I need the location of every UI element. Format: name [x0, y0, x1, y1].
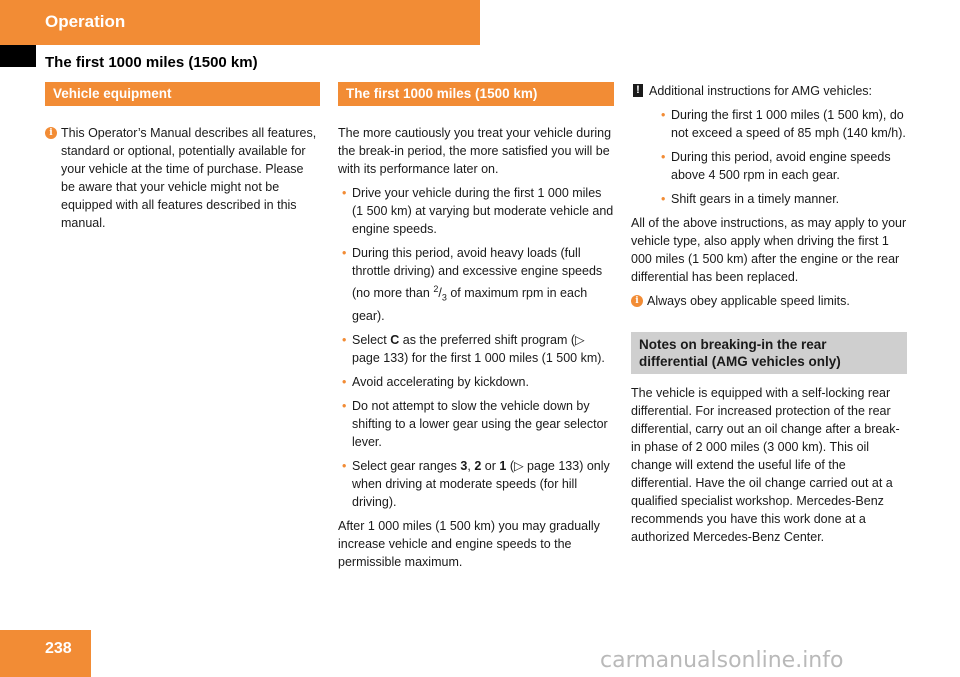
fraction-denominator: 3: [441, 292, 447, 303]
list-item: [657, 106, 907, 142]
gear-range-1: 1: [499, 458, 507, 473]
watermark: carmanualsonline.info: [600, 648, 844, 673]
outro-paragraph: After 1 000 miles (1 500 km) you may gradually increase vehicle and engine speeds to the permissible maximum.: [338, 518, 600, 569]
info-note-text: Always obey applicable speed limits.: [647, 294, 850, 308]
fraction: $^2/_3$: [433, 284, 447, 303]
first-1000-miles-heading: The first 1000 miles (1500 km): [338, 82, 614, 106]
bullet-icon: •: [661, 192, 666, 206]
list-item: • Select gear ranges 3, 2 or 1 (▷ page 133) only when driving at moderate speeds (for hill driving).: [342, 458, 610, 509]
gear-range-2: 2: [474, 458, 482, 473]
rear-differential-paragraph: The vehicle is equipped with a self-locking rear differential. For increased protection of the rear differential, carry out an oil change after a break-in phase of 2 000 miles (3 000 km). This oil change will extend the useful life of the differential. Have the oil change carried out at a qualified specialist workshop. Mercedes-Benz recommends you have this work done at a authorized Mercedes-Benz Center.: [631, 386, 900, 544]
list-item-text: Avoid accelerating by kickdown.: [352, 374, 529, 389]
bullet-icon: •: [342, 332, 347, 347]
intro-paragraph: The more cautiously you treat your vehicle during the break-in period, the more satisfied you will be with its performance later on.: [338, 126, 612, 176]
column-amg-instructions: [631, 82, 907, 552]
fraction-numerator: 2: [433, 284, 439, 294]
list-item-text: During this period, avoid engine speeds above 4 500 rpm in each gear.: [671, 150, 891, 182]
page-number: 238: [0, 630, 91, 677]
list-item-text: Drive your vehicle during the first 1 000 miles (1 500 km) at varying but moderate vehicle and engine speeds.: [352, 186, 614, 236]
list-item: [657, 148, 907, 184]
list-item: [338, 331, 614, 367]
list-item-text: Select: [352, 332, 387, 347]
list-item-text: During this period, avoid heavy loads (full throttle driving) and excessive engine speeds (no more than: [352, 246, 603, 301]
info-icon: i: [45, 127, 57, 139]
warning-note: [631, 82, 907, 100]
vehicle-equipment-heading: Vehicle equipment: [45, 82, 320, 106]
amg-instruction-list: [631, 106, 907, 208]
warning-icon: !: [633, 84, 643, 97]
column-vehicle-equipment: [45, 82, 320, 238]
amg-paragraph: All of the above instructions, as may apply to your vehicle type, also apply when driving the first 1 000 miles (1 500 km) after the engine or the rear differential has been replaced.: [631, 216, 907, 284]
info-note-text: This Operator’s Manual describes all features, standard or optional, potentially available for your vehicle at the time of purchase. Please be aware that your vehicle might not be equipped with all features described in this manual.: [61, 126, 317, 230]
list-item: [657, 190, 907, 208]
list-item-text: Do not attempt to slow the vehicle down by shifting to a lower gear using the gear selector lever.: [352, 398, 608, 449]
info-note: [631, 292, 907, 310]
list-item-text: (▷ page 133) only when driving at moderate speeds (for hill driving).: [352, 458, 610, 509]
list-item: [338, 244, 614, 325]
info-icon: i: [631, 295, 643, 307]
list-item-text: as the preferred shift program (▷ page 133) for the first 1 000 miles (1 500 km).: [352, 332, 605, 365]
bullet-icon: •: [661, 108, 666, 122]
bullet-icon: •: [661, 150, 666, 164]
page-subtitle: The first 1000 miles (1500 km): [45, 54, 258, 71]
list-item-text: During the first 1 000 miles (1 500 km), do not exceed a speed of 85 mph (140 km/h).: [671, 108, 906, 140]
rear-differential-heading: Notes on breaking-in the rear differential (AMG vehicles only): [631, 332, 907, 374]
list-item-text: Shift gears in a timely manner.: [671, 192, 840, 206]
info-note: [45, 124, 320, 232]
break-in-list: [338, 184, 614, 511]
list-item: [338, 373, 614, 391]
list-item-text: of maximum rpm in each gear).: [352, 286, 588, 323]
bullet-icon: •: [342, 246, 347, 260]
shift-program-c: C: [390, 332, 400, 347]
warning-title: Additional instructions for AMG vehicles:: [649, 84, 873, 98]
section-tab: [0, 0, 480, 45]
list-item: [338, 397, 614, 451]
section-title: Operation: [45, 12, 126, 31]
list-item-text: Select gear ranges: [352, 458, 457, 473]
bullet-icon: •: [342, 398, 347, 413]
list-item-text: or: [484, 458, 496, 473]
list-item: [338, 184, 614, 238]
bullet-icon: •: [342, 186, 347, 200]
bullet-icon: •: [342, 458, 347, 473]
gear-range-3: 3: [460, 458, 468, 473]
black-marker: [0, 45, 36, 67]
bullet-icon: •: [342, 374, 347, 389]
column-first-1000-miles: [338, 82, 614, 577]
